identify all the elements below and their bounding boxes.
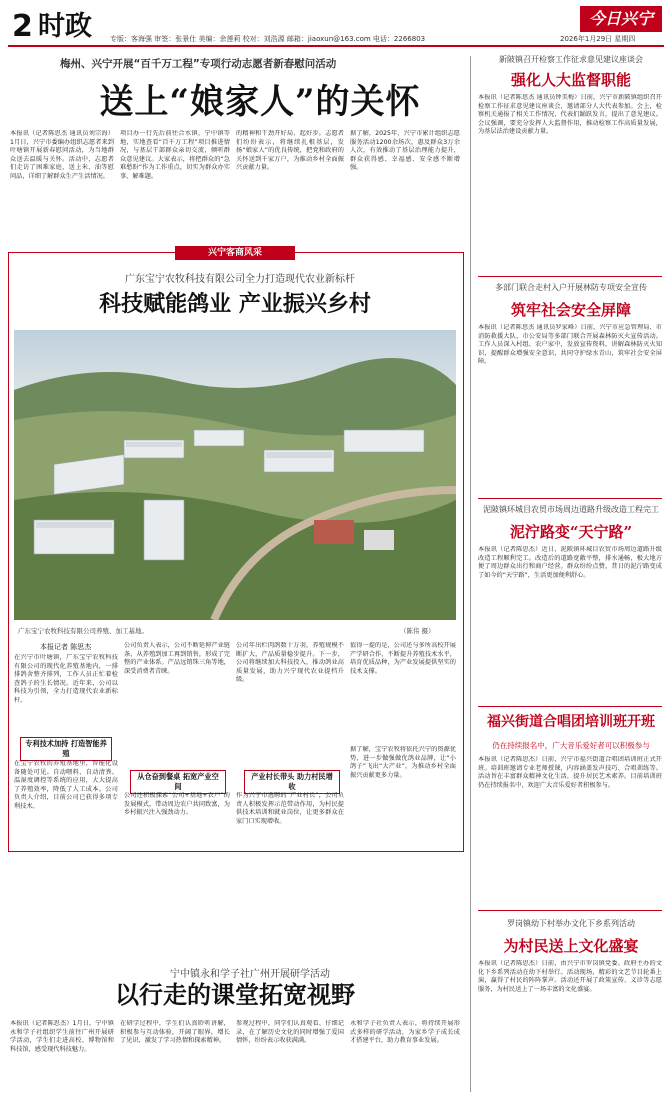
feature-col4: 值得一提的是，公司还与多所高校开展产学研合作，不断提升养殖技术水平，培育优质品种，为产业发展提供坚实的技术支撑。 (350, 642, 456, 675)
column-divider (470, 56, 471, 1092)
top-story-col3: 的精神和干劲开好局、起好步。志愿者们纷纷表示，将继续扎根基层，发扬“娘家人”的优良传统，把党和政府的关怀送到千家万户，为推动乡村全面振兴贡献力量。 (236, 130, 344, 172)
feature-subhead-2: 从仓奋到餐桌 拓宽产业空间 (130, 770, 226, 794)
feature-title: 科技赋能鸽业 产业振兴乡村 (99, 291, 371, 317)
right-story5-title: 为村民送上文化盛宴 (503, 937, 639, 955)
right-story2-text: 本报讯（记者陈思杰 通讯员罗家峰）日前，兴宁市应急管理局、市消防救援大队、市公安局等多部门联合开展森林防灭火宣传活动。工作人员深入村组、农户家中，发放宣传资料，讲解森林防灭火知识，提醒群众增强安全意识，共同守护绿水青山，筑牢社会安全屏障。 (478, 324, 662, 366)
bottom-story-col4: 永和学子社负责人表示，将持续开展形式多样的研学活动，为家乡学子成长成才搭建平台，助力教育事业发展。 (350, 1020, 460, 1045)
right-story4-subtitle: 仍在持续报名中，广大音乐爱好者可以积极参与 (492, 741, 650, 750)
right-story1-text: 本报讯（记者陈思杰 通讯员钟美梅）日前，兴宁市新陂镇组织召开检察工作征求意见建议座谈会，邀请部分人大代表参加。会上，检察机关通报了相关工作情况，代表们踊跃发言，提出了意见建议。会议强调，要充分发挥人大监督作用，推动检察工作高质量发展，为基层法治建设贡献力量。 (478, 94, 662, 136)
editor-line: 专版：客海强 审签：张景仕 美编：余莲莉 校对：刘浩源 邮箱：jiaoxun@163.com 电话：2266803 (110, 35, 426, 43)
feature-subhead-3: 产业村长带头 助力村民增收 (244, 770, 340, 794)
bottom-story-col2: 在研学过程中，学生们认真聆听讲解，积极参与互动体验，开阔了眼界，增长了见识，激发了学习热情和探索精神。 (120, 1020, 230, 1045)
logo-text: 今日兴宁 (588, 9, 653, 28)
masthead-rule (8, 45, 664, 47)
feature-photo-credit: （陈伟 摄） (400, 627, 435, 635)
feature-banner (175, 246, 295, 260)
right-story3-kicker: 泥陂镇环城目农贸市场周边道路升级改造工程完工 (483, 505, 659, 514)
right-story5-kicker: 罗岗镇幼下村举办文化下乡系列活动 (507, 919, 635, 928)
feature-col1: 在兴宁市叶塘镇，广东宝宁农牧科技有限公司的现代化养殖基地内，一排排鸽舍整齐排列，工作人员正忙着检查鸽子的生长情况。近年来，公司以科技为引领，全力打造现代农业新标杆。 (14, 654, 118, 704)
top-story-col1: 本报讯（记者陈思杰 通讯员刘宗海）1月日，兴宁市委编办组织志愿者来到叶塘镇开展新春慰问活动，为当地群众送去温暖与关怀。活动中，志愿者们走访了困难家庭，送上米、油等慰问品，详细了解群众生产生活情况。 (10, 130, 114, 180)
issue-date: 2026年1月29日 星期四 (560, 35, 636, 43)
right-story3-text: 本报讯（记者陈思杰）近日，泥陂镇环城目农贸市场周边道路升级改造工程顺利完工。改造后的道路宽敞平整，排水通畅，极大地方便了周边群众出行和商户经营。群众纷纷点赞，昔日的泥泞路变成了如今的“天宁路”，生活更加便利舒心。 (478, 546, 662, 579)
bottom-story-title: 以行走的课堂拓宽视野 (115, 980, 355, 1009)
bottom-story-col3: 参观过程中，同学们认真观看、仔细记录，在了解历史文化的同时增强了爱国情怀，纷纷表示收获满满。 (236, 1020, 344, 1045)
section-name: 时政 (38, 11, 92, 42)
right-story1-kicker: 新陂镇召开检察工作征求意见建议座谈会 (499, 55, 643, 64)
feature-col1b: 在宝宁农牧的养殖基地里，智能化设备随处可见。自动喂料、自动清粪、温湿度调控等系统的应用，大大提高了养殖效率，降低了人工成本。公司负责人介绍，目前公司已获得多项专利技术。 (14, 760, 118, 810)
feature-byline: 本报记者 陈思杰 (40, 643, 92, 651)
right-divider-2 (478, 498, 662, 499)
bottom-story-kicker: 宁中镇永和学子社广州开展研学活动 (170, 969, 330, 980)
right-story2-title: 筑牢社会安全屏障 (510, 301, 631, 319)
bottom-story-col1: 本报讯（记者陈思杰）1月日，宁中镇永和学子社组织学生前往广州开展研学活动，学生们走进高校、博物馆和科技馆，感受现代科技魅力。 (10, 1020, 114, 1053)
right-story4-text: 本报讯（记者陈思杰）日前，兴宁市福兴街道合唱团培训班正式开班。培训班邀请专业老师授课，内容涵盖发声技巧、合唱训练等。活动旨在丰富群众精神文化生活，提升居民艺术素养。目前培训班仍在持续报名中，欢迎广大音乐爱好者积极参与。 (478, 756, 662, 789)
top-story-title: 送上“娘家人”的关怀 (99, 82, 421, 122)
right-story3-title: 泥泞路变“天宁路” (509, 523, 633, 541)
right-story4-title: 福兴街道合唱团培训班开班 (487, 714, 655, 730)
feature-col3b: 作为兴宁市选聘的“产业村长”，公司负责人积极发挥示范带动作用，为村民提供技术培训和就业岗位，让更多群众在家门口实现增收。 (236, 792, 344, 825)
right-story1-title: 强化人大监督职能 (510, 71, 631, 89)
right-divider-3 (478, 706, 662, 707)
newspaper-logo (580, 6, 662, 32)
feature-col2b: 公司还积极探索“公司+基地+农户”的发展模式，带动周边农户共同致富，为乡村振兴注入强劲动力。 (124, 792, 230, 817)
feature-banner-label: 兴宁客商风采 (207, 248, 262, 258)
right-divider-1 (478, 276, 662, 277)
page-number: 2 (12, 9, 33, 44)
right-story5-text: 本报讯（记者陈思杰）日前，由兴宁市罗岗镇党委、政府主办的文化下乡系列活动在幼下村举行。活动现场，精彩的文艺节目轮番上演，赢得了村民的阵阵掌声。活动还开展了政策宣传、义诊等志愿服务，为村民送上了一场丰富的文化盛宴。 (478, 960, 662, 993)
feature-subhead-1: 专利技术加持 打造智能养殖 (20, 737, 112, 761)
right-story2-kicker: 多部门联合走村入户开展林防专项安全宣传 (495, 283, 647, 292)
right-divider-4 (478, 910, 662, 911)
masthead (0, 0, 672, 46)
feature-kicker: 广东宝宁农牧科技有限公司全力打造现代农业新标杆 (125, 274, 355, 285)
feature-photo-image (14, 330, 456, 620)
top-story-kicker: 梅州、兴宁开展“百千万工程”专项行动志愿者新春慰问活动 (60, 58, 337, 70)
top-story-col2: 项目办一行先后前往合水镇、宁中镇等地，实地查看“百千万工程”项目推进情况，与基层干部群众亲切交流，倾听群众意见建议。大家表示，将把群众的“急难愁盼”作为工作重点，切实为群众办实事、解难题。 (120, 130, 230, 180)
feature-col3: 公司年出栏肉鸽数十万羽，养殖规模不断扩大，产品质量稳步提升。下一步，公司将继续加大科技投入，推动鸽业高质量发展，助力兴宁现代农业提档升级。 (236, 642, 344, 684)
feature-photo-caption: 广东宝宁农牧科技有限公司养殖、加工基地。 (18, 627, 148, 635)
feature-col4b: 据了解，宝宁农牧将依托兴宁的资源优势，进一步做强做优鸽业品牌，让“小鸽子”飞出“大产业”，为推动乡村全面振兴贡献更多力量。 (350, 746, 456, 779)
feature-photo (14, 330, 456, 620)
top-story-col4: 据了解，2025年，兴宁市累计组织志愿服务活动1200余场次，惠及群众3万余人次，有效推动了基层治理能力提升，群众获得感、幸福感、安全感不断增强。 (350, 130, 460, 172)
feature-col2: 公司负责人表示，公司不断延伸产业链条，从养殖到加工再到销售，形成了完整的产业体系。产品远销珠三角等地，深受消费者青睐。 (124, 642, 230, 675)
